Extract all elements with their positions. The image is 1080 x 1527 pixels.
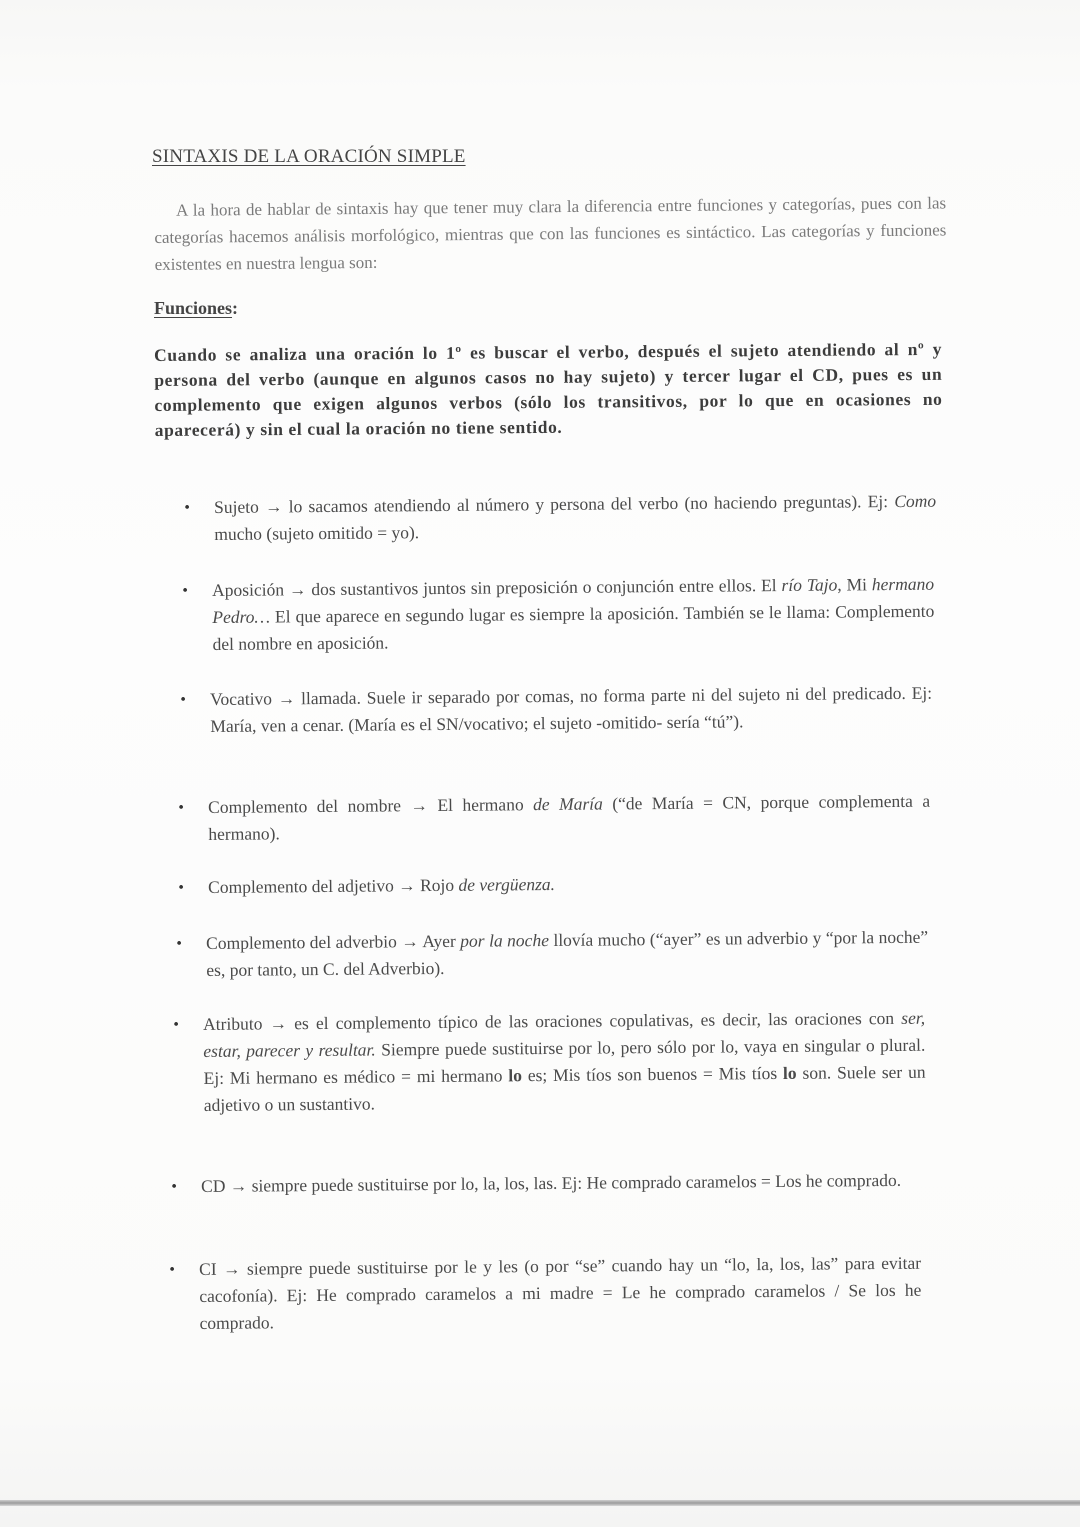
atributo-text-4: son. Suele ser un adjetivo o un sustantivo. — [203, 1061, 926, 1115]
aposicion-example-1: río Tajo — [781, 574, 838, 596]
bullet-icon: • — [169, 1261, 175, 1279]
aposicion-text-2: , Mi — [837, 574, 872, 595]
vocativo-text: Vocativo → llamada. Suele ir separado por comas, no forma parte ni del sujeto ni del predicado. Ej: María, ven a cenar. (María es el SN/vocativo; el sujeto -omitido- sería “tú”). — [210, 682, 933, 736]
cadv-text-1: Complemento del adverbio → Ayer — [206, 930, 461, 953]
section-heading-colon: : — [232, 298, 239, 318]
atributo-text-3: es; Mis tíos son buenos = Mis tíos — [521, 1062, 784, 1086]
list-item-complemento-nombre — [178, 788, 931, 848]
page-bottom-edge — [0, 1500, 1080, 1506]
section-heading-label: Funciones — [154, 298, 233, 318]
cd-text: CD → siempre puede sustituirse por lo, la, los, las. Ej: He comprado caramelos = Los he comprado. — [201, 1169, 902, 1196]
sujeto-text-1: Sujeto → lo sacamos atendiendo al número y persona del verbo (no haciendo preguntas). Ej: — [214, 491, 895, 517]
sujeto-text-2: mucho (sujeto omitido = yo). — [214, 522, 420, 544]
list-item-ci — [169, 1250, 922, 1337]
bullet-icon: • — [180, 691, 186, 709]
cadv-text-2: llovía mucho (“ayer” es un adverbio y “por la noche” es, por tanto, un C. del Adverbio). — [206, 926, 929, 980]
ci-text: CI → siempre puede sustituirse por le y les (o por “se” cuando hay un “lo, la, los, las” para evitar cacofonía). Ej: He comprado caramelos a mi madre = Le he comprado caramelos / Se los he comprado. — [199, 1252, 922, 1333]
atributo-verbs-italic: ser, estar, parecer y resultar. — [203, 1007, 926, 1061]
cadj-example-italic: de vergüenza. — [458, 873, 556, 895]
list-item-atributo — [173, 1005, 926, 1119]
bullet-icon: • — [184, 499, 190, 517]
bullet-icon: • — [176, 935, 182, 953]
aposicion-text-1: Aposición → dos sustantivos juntos sin preposición o conjunción entre ellos. El — [212, 575, 782, 600]
atributo-lo-bold-2: lo — [782, 1062, 797, 1083]
sujeto-example-italic: Como — [894, 490, 937, 512]
bullet-icon: • — [171, 1178, 177, 1196]
aposicion-text-3: El que aparece en segundo lugar es siempre la aposición. También se le llama: Complemento del nombre en aposición. — [212, 600, 935, 654]
cadv-example-italic: por la noche — [460, 930, 550, 951]
aposicion-example-2: hermano Pedro… — [212, 573, 935, 627]
cadj-text: Complemento del adjetivo → Rojo — [208, 874, 459, 897]
page-title: SINTAXIS DE LA ORACIÓN SIMPLE — [152, 146, 466, 167]
bullet-icon: • — [178, 799, 184, 817]
bullet-icon: • — [173, 1016, 179, 1034]
cn-text-2: (“de María = CN, porque complementa a hermano). — [208, 790, 931, 844]
atributo-lo-bold-1: lo — [508, 1065, 522, 1086]
list-item-aposicion — [182, 571, 935, 658]
atributo-text-1: Atributo → es el complemento típico de las oraciones copulativas, es decir, las oraciones con — [203, 1007, 902, 1034]
list-item-cd — [171, 1167, 923, 1200]
intro-paragraph: A la hora de hablar de sintaxis hay que tener muy clara la diferencia entre funciones y categorías, pues con las categorías hacemos análisis morfológico, mientras que con las funciones es sintáctico. Las categorías y funciones existentes en nuestra lengua son: — [154, 193, 947, 274]
bullet-icon: • — [182, 582, 188, 600]
atributo-text-2: Siempre puede sustituirse por lo, pero sólo por lo, vaya en singular o plural. Ej: Mi hermano es médico = mi hermano — [203, 1034, 926, 1088]
list-item-sujeto — [184, 488, 937, 548]
list-item-complemento-adverbio — [176, 924, 929, 984]
cn-example-italic: de María — [533, 793, 603, 815]
bullet-icon: • — [178, 879, 184, 897]
list-item-vocativo — [180, 680, 933, 740]
cn-text-1: Complemento del nombre → El hermano — [208, 794, 534, 817]
list-item-complemento-adjetivo — [178, 868, 930, 901]
method-paragraph: Cuando se analiza una oración lo 1º es buscar el verbo, después el sujeto atendiendo al nº y persona del verbo (aunque en algunos casos no hay sujeto) y tercer lugar el CD, pues es un complemento que exigen algunos verbos (sólo los transitivos, por lo que en ocasiones no aparecerá) y sin el cual la oración no tiene sentido. — [154, 338, 943, 440]
